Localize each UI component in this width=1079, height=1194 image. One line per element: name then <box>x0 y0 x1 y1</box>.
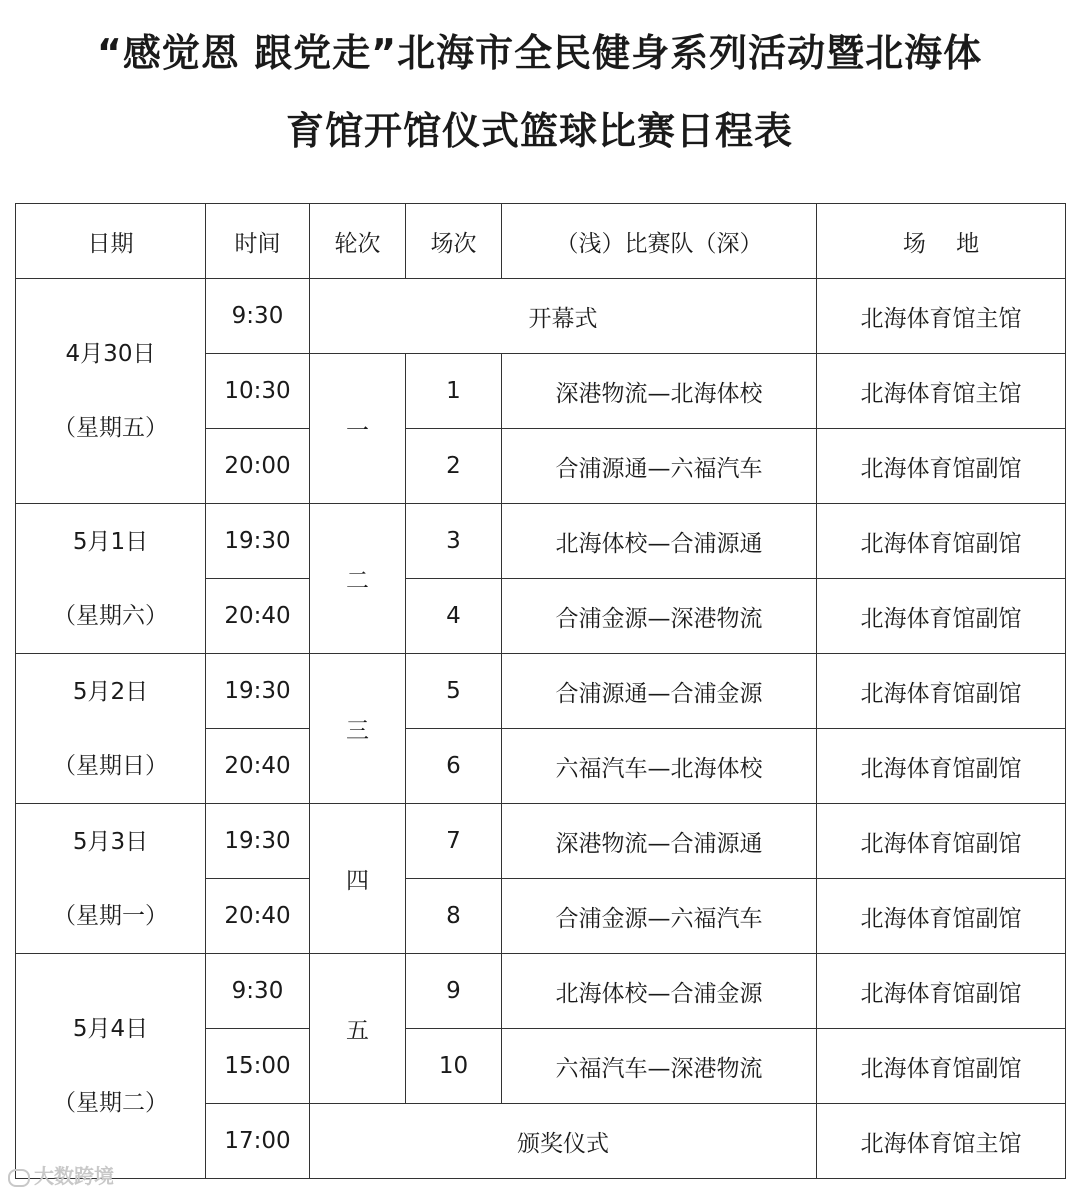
teams-cell: 六福汽车—北海体校 <box>502 729 817 804</box>
teams-cell: 合浦源通—合浦金源 <box>502 654 817 729</box>
teams-cell: 合浦金源—六福汽车 <box>502 879 817 954</box>
watermark <box>8 1160 114 1189</box>
teams-cell: 深港物流—合浦源通 <box>502 804 817 879</box>
match-no-cell: 3 <box>406 504 502 579</box>
time-cell: 19:30 <box>206 654 310 729</box>
time-cell: 9:30 <box>206 954 310 1029</box>
time-cell: 19:30 <box>206 504 310 579</box>
venue-cell: 北海体育馆副馆 <box>817 504 1066 579</box>
round-cell: 二 <box>310 504 406 654</box>
venue-cell: 北海体育馆副馆 <box>817 579 1066 654</box>
venue-cell: 北海体育馆主馆 <box>817 279 1066 354</box>
round-cell: 三 <box>310 654 406 804</box>
venue-cell: 北海体育馆副馆 <box>817 729 1066 804</box>
weekday-label: （星期六） <box>53 602 168 629</box>
time-cell: 15:00 <box>206 1029 310 1104</box>
venue-cell: 北海体育馆副馆 <box>817 429 1066 504</box>
time-cell: 20:00 <box>206 429 310 504</box>
date-cell <box>16 804 206 954</box>
venue-cell: 北海体育馆副馆 <box>817 804 1066 879</box>
watermark-text: 大数跨境 <box>34 1164 114 1188</box>
event-cell: 开幕式 <box>310 279 817 354</box>
date-cell <box>16 654 206 804</box>
date-label: 5月3日 <box>72 828 149 855</box>
page-title-line2: 育馆开馆仪式篮球比赛日程表 <box>285 109 793 153</box>
weekday-label: （星期一） <box>53 902 168 929</box>
watermark-logo-icon <box>8 1169 30 1187</box>
schedule-table <box>15 203 1066 1179</box>
header-round: 轮次 <box>310 204 406 279</box>
page-title-line1: “感觉恩 跟党走”北海市全民健身系列活动暨北海体 <box>96 31 983 75</box>
match-no-cell: 9 <box>406 954 502 1029</box>
time-cell: 20:40 <box>206 729 310 804</box>
match-no-cell: 7 <box>406 804 502 879</box>
time-cell: 17:00 <box>206 1104 310 1179</box>
date-label: 5月2日 <box>72 678 149 705</box>
round-cell: 五 <box>310 954 406 1104</box>
teams-cell: 合浦金源—深港物流 <box>502 579 817 654</box>
date-label: 5月4日 <box>72 1016 149 1042</box>
venue-cell: 北海体育馆副馆 <box>817 1029 1066 1104</box>
time-cell: 20:40 <box>206 579 310 654</box>
event-cell: 颁奖仪式 <box>310 1104 817 1179</box>
header-time: 时间 <box>206 204 310 279</box>
header-match-no: 场次 <box>406 204 502 279</box>
time-cell: 10:30 <box>206 354 310 429</box>
weekday-label: （星期二） <box>53 1090 168 1116</box>
teams-cell: 六福汽车—深港物流 <box>502 1029 817 1104</box>
match-no-cell: 2 <box>406 429 502 504</box>
table-row <box>16 654 1066 729</box>
teams-cell: 北海体校—合浦源通 <box>502 504 817 579</box>
venue-cell: 北海体育馆主馆 <box>817 1104 1066 1179</box>
venue-cell: 北海体育馆副馆 <box>817 954 1066 1029</box>
header-venue: 场 地 <box>817 204 1066 279</box>
teams-cell: 北海体校—合浦金源 <box>502 954 817 1029</box>
date-label: 5月1日 <box>72 528 149 555</box>
match-no-cell: 1 <box>406 354 502 429</box>
match-no-cell: 6 <box>406 729 502 804</box>
match-no-cell: 10 <box>406 1029 502 1104</box>
teams-cell: 深港物流—北海体校 <box>502 354 817 429</box>
time-cell: 19:30 <box>206 804 310 879</box>
date-label: 4月30日 <box>65 341 156 367</box>
round-cell: 一 <box>310 354 406 504</box>
match-no-cell: 8 <box>406 879 502 954</box>
round-cell: 四 <box>310 804 406 954</box>
match-no-cell: 5 <box>406 654 502 729</box>
venue-cell: 北海体育馆副馆 <box>817 879 1066 954</box>
header-teams: （浅）比赛队（深） <box>502 204 817 279</box>
venue-cell: 北海体育馆主馆 <box>817 354 1066 429</box>
weekday-label: （星期五） <box>53 415 168 441</box>
header-date: 日期 <box>16 204 206 279</box>
table-row <box>16 954 1066 1029</box>
venue-cell: 北海体育馆副馆 <box>817 654 1066 729</box>
date-cell <box>16 504 206 654</box>
time-cell: 20:40 <box>206 879 310 954</box>
date-cell <box>16 279 206 504</box>
table-header-row <box>16 204 1066 279</box>
weekday-label: （星期日） <box>53 752 168 779</box>
date-cell <box>16 954 206 1179</box>
time-cell: 9:30 <box>206 279 310 354</box>
table-row <box>16 279 1066 354</box>
match-no-cell: 4 <box>406 579 502 654</box>
teams-cell: 合浦源通—六福汽车 <box>502 429 817 504</box>
table-row <box>16 504 1066 579</box>
table-row <box>16 804 1066 879</box>
